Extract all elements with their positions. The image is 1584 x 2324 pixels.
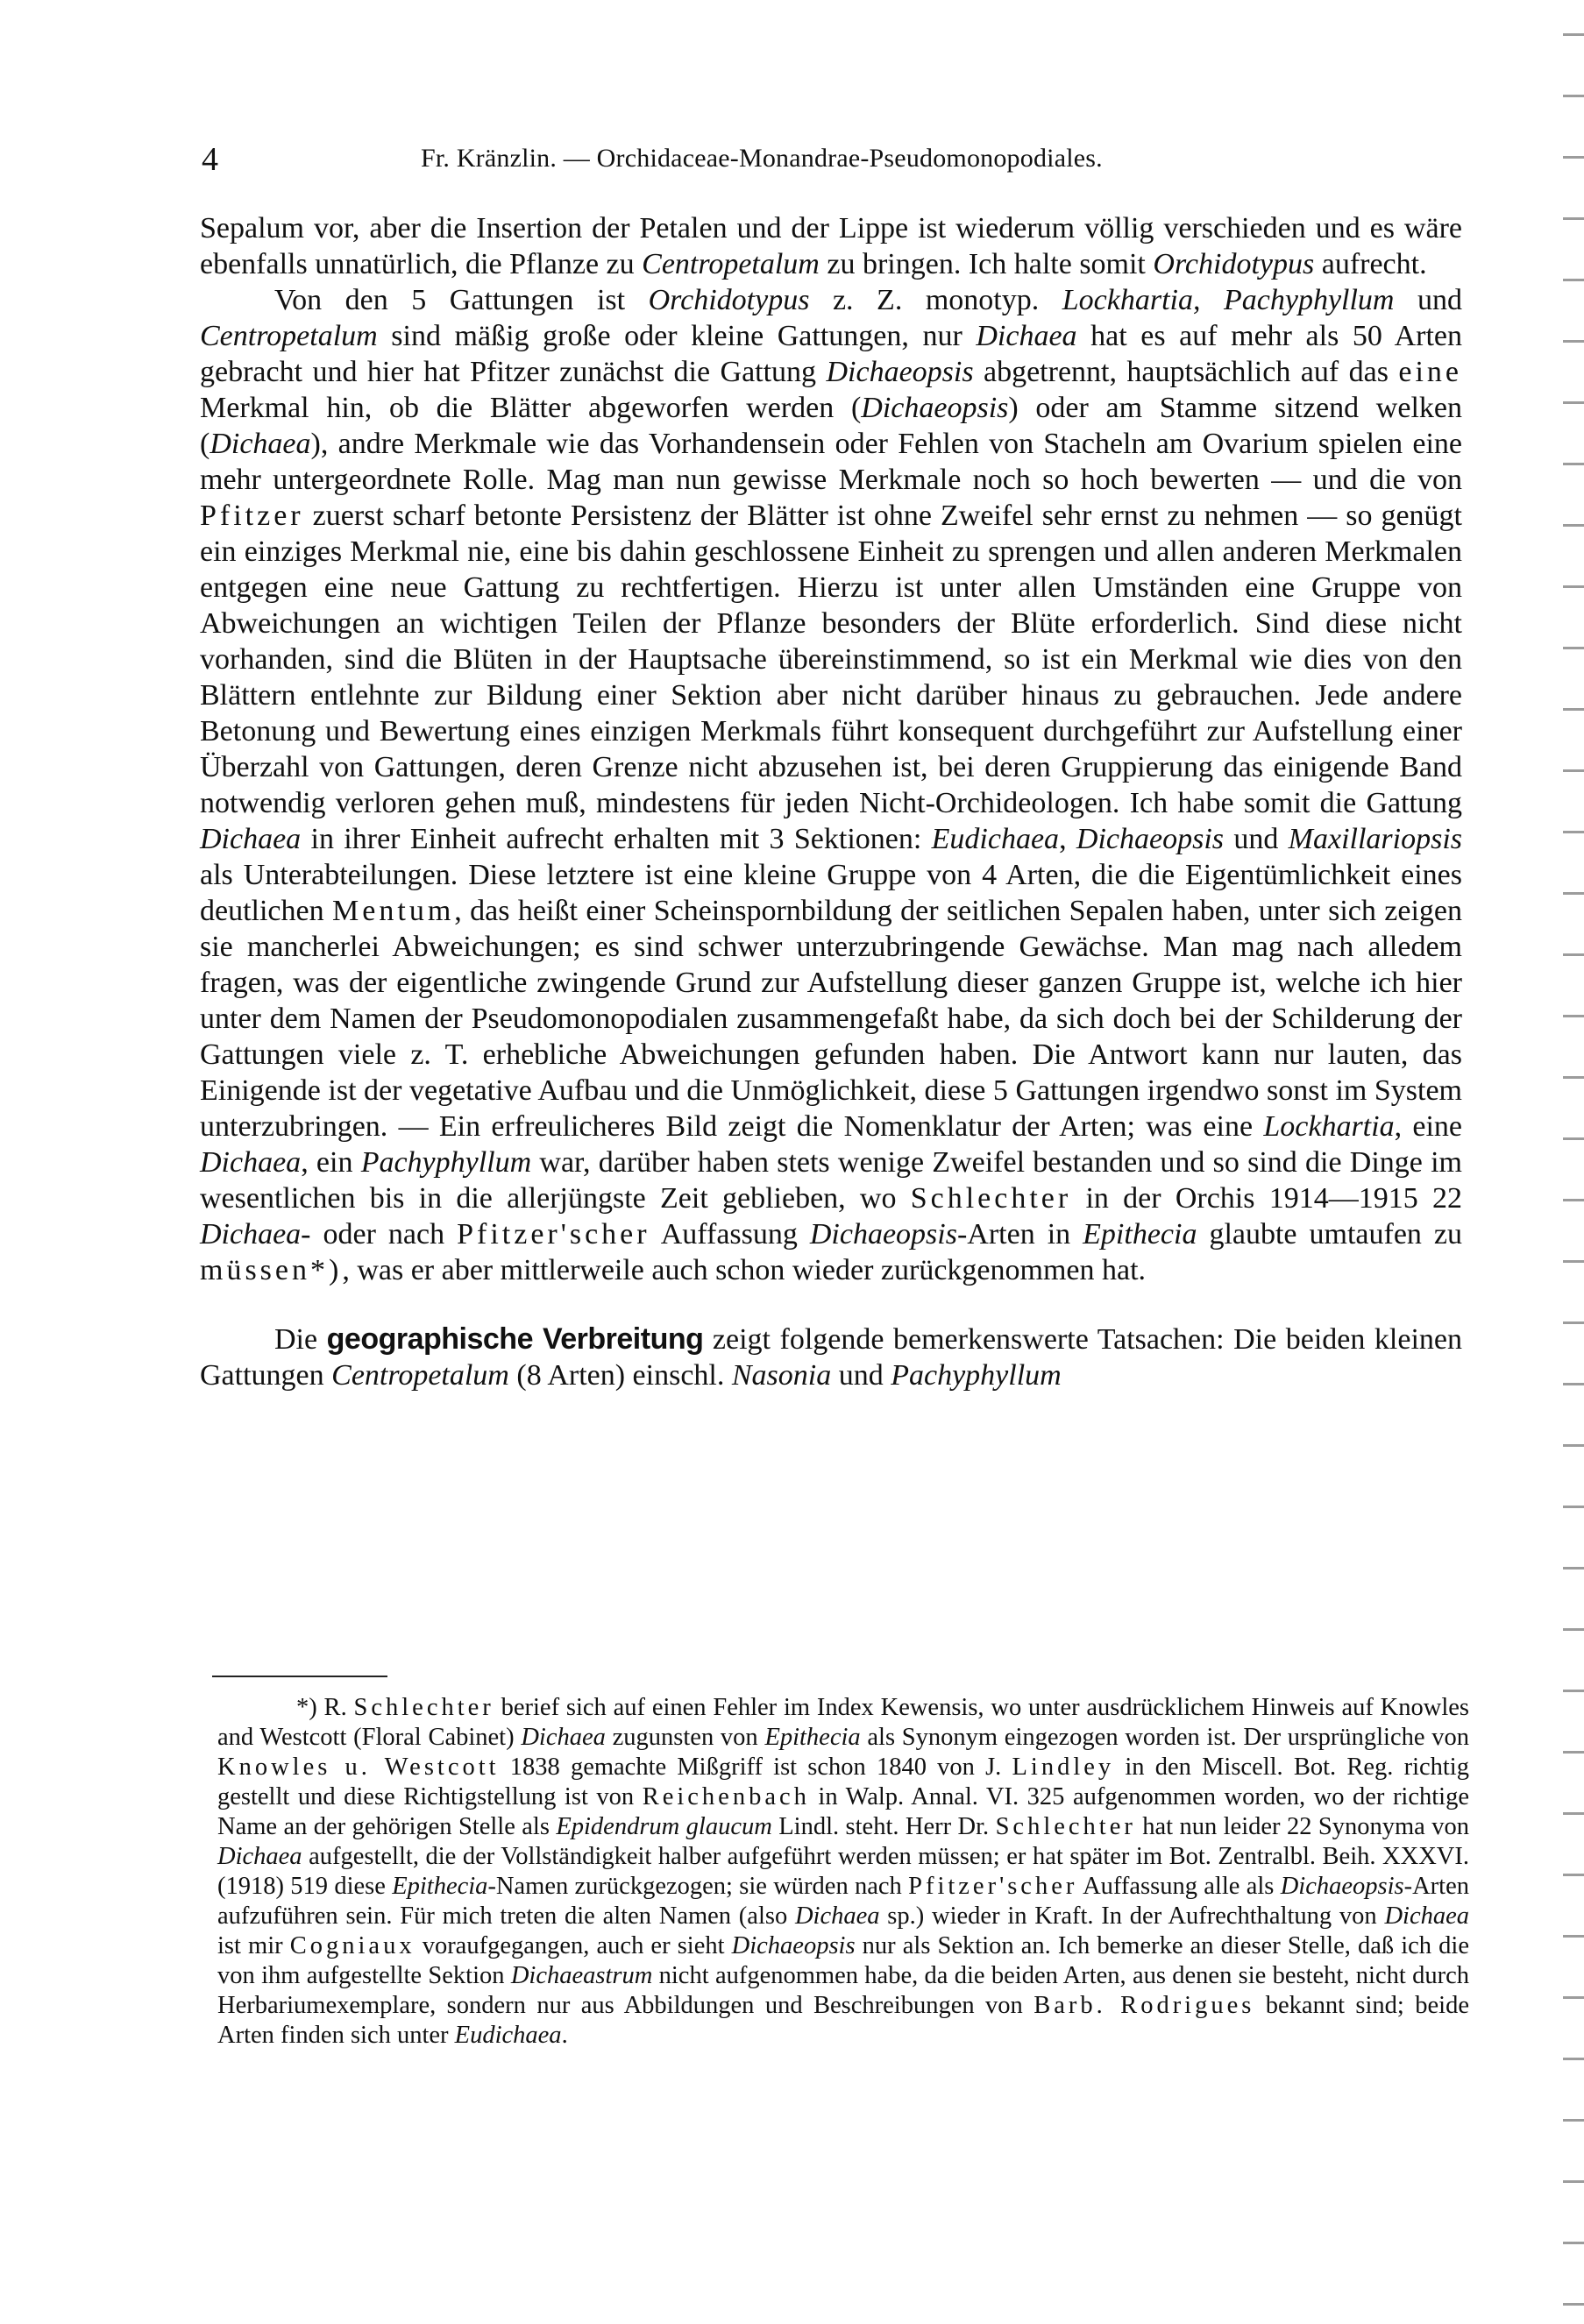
text-run: aufgestellt, die der Vollständigkeit halber aufgeführt werden müssen; er hat später im Bot. Zentralbl. Beih. XXXVI. (1918) 519 diese: [217, 1843, 1469, 1900]
italic-term: Maxillariopsis: [1288, 823, 1463, 855]
spaced-name: Schlechter: [353, 1694, 494, 1721]
text-run: hat es auf mehr als 50 Arten gebracht und hier hat Pfitzer zunächst die Gattung: [200, 320, 1463, 388]
italic-term: Dichaeopsis: [731, 1932, 856, 1959]
paragraph-genera: [200, 282, 1462, 1288]
text-run: .: [561, 2022, 568, 2049]
italic-term: Pachyphyllum: [891, 1359, 1062, 1392]
text-run: nicht aufgenommen habe, da die beiden Arten, aus denen sie besteht, nicht durch Herbariumexemplare, sondern nur aus Abbildungen und Beschreibungen von: [217, 1962, 1469, 2019]
text-run: (8 Arten) einschl.: [508, 1359, 732, 1392]
spaced-name: Pfitzer'scher: [908, 1873, 1078, 1900]
text-run: und: [831, 1359, 891, 1392]
italic-term: Epithecia: [392, 1873, 488, 1900]
italic-term: Dichaea: [210, 428, 311, 460]
text-run: -Arten in: [956, 1218, 1083, 1251]
spaced-name: Barb. Rodrigues: [1034, 1992, 1255, 2019]
text-run: glaubte umtaufen zu: [1197, 1218, 1463, 1251]
text-run: bekannt sind; beide Arten finden sich unter: [217, 1992, 1469, 2049]
text-run: , ein: [301, 1146, 361, 1179]
text-run: -Namen zurückgezogen; sie würden nach: [487, 1873, 909, 1900]
text-run: zuerst scharf betonte Persistenz der Blätter ist ohne Zweifel sehr ernst zu nehmen — so genügt ein einziges Merkmal nie, eine bis dahin geschlossene Einheit zu sprengen und allen anderen Merkmalen entgegen eine neue Gattung zu rechtfertigen. Hierzu ist unter allen Umständen eine Gruppe von Abweichungen an wichtigen Teilen der Pflanze besonders der Blüte erforderlich. Sind diese nicht vorhanden, sind die Blüten in der Hauptsache übereinstimmend, so ist ein Merkmal wie dies von den Blättern entlehnte zur Bildung einer Sektion aber nicht darüber hinaus zu gebrauchen. Jede andere Betonung und Bewertung eines einzigen Merkmals führt konsequent durchgeführt zur Aufstellung einer Überzahl von Gattungen, deren Grenze nicht abzusehen ist, bei deren Gruppierung das einigende Band notwendig verloren gehen muß, mindestens für jeden Nicht-Orchideologen. Ich habe somit die Gattung: [200, 500, 1462, 819]
text-run: hat nun leider 22 Synonyma von: [1135, 1813, 1469, 1840]
text-run: voraufgegangen, auch er sieht: [415, 1932, 732, 1959]
text-run: war, darüber haben stets wenige Zweifel bestanden und so sind die Dinge im wesentlichen bis in die allerjüngste Zeit geblieben, wo: [200, 1146, 1462, 1215]
italic-term: Eudichaea: [454, 2022, 562, 2049]
spaced-name: Cogniaux: [289, 1932, 416, 1959]
running-title: Fr. Kränzlin. — Orchidaceae-Monandrae-Pseudomonopodiales.: [421, 144, 1103, 173]
italic-term: Dichaeopsis: [826, 356, 974, 388]
italic-term: Lockhartia, Pachyphyllum: [1062, 284, 1395, 316]
text-run: , was er aber mittlerweile auch schon wieder zurückgenommen hat.: [342, 1254, 1147, 1286]
text-run: nur als Sektion an. Ich bemerke an dieser Stelle, daß ich die von ihm aufgestellte Sektion: [217, 1932, 1469, 1989]
text-run: aufrecht.: [1314, 248, 1427, 280]
spaced-name: Knowles u. Westcott: [217, 1754, 500, 1781]
spaced-name: eine: [1398, 356, 1462, 388]
italic-term: Epithecia: [1083, 1218, 1197, 1251]
scan-edge-marks: [1563, 0, 1584, 2324]
bold-heading-term: geographische Verbreitung: [326, 1322, 704, 1356]
text-run: in Walp. Annal. VI. 325 aufgenommen worden, wo der richtige Name an der gehörigen Stelle als: [217, 1783, 1469, 1840]
text-run: Die: [274, 1323, 327, 1356]
spaced-name: Schlechter: [910, 1182, 1072, 1215]
text-run: als Unterabteilungen. Diese letztere ist eine kleine Gruppe von 4 Arten, die die Eigentümlichkeit eines deutlichen: [200, 859, 1462, 927]
page-header: [202, 140, 1446, 179]
footnote-rule: [212, 1676, 387, 1677]
italic-term: Dichaea: [1384, 1902, 1469, 1930]
italic-term: Nasonia: [731, 1359, 832, 1392]
italic-term: Dichaea: [794, 1902, 880, 1930]
footnote: [217, 1693, 1469, 2051]
italic-term: Dichaeastrum: [510, 1962, 653, 1989]
text-run: abgetrennt, hauptsächlich auf das: [973, 356, 1399, 388]
text-run: in ihrer Einheit aufrecht erhalten mit 3 Sektionen:: [301, 823, 932, 855]
italic-term: Dichaea: [217, 1843, 302, 1870]
spaced-name: Lindley: [1012, 1754, 1115, 1781]
italic-term: Centropetalum: [331, 1359, 509, 1392]
text-run: und: [1224, 823, 1289, 855]
italic-term: Lockhartia: [1263, 1110, 1395, 1143]
text-run: ) oder am Stamme sitzend welken (: [200, 392, 1462, 460]
text-run: , eine: [1394, 1110, 1462, 1143]
italic-term: Orchidotypus: [1153, 248, 1315, 280]
text-run: sp.) wieder in Kraft. In der Aufrechthaltung von: [879, 1902, 1385, 1930]
text-run: ), andre Merkmale wie das Vorhandensein oder Fehlen von Stacheln am Ovarium spielen eine mehr untergeordnete Rolle. Mag man nun gewisse Merkmale noch so hoch bewerten — und die von: [200, 428, 1462, 496]
spaced-name: Reichenbach: [642, 1783, 810, 1810]
spaced-name: müssen*): [200, 1254, 343, 1286]
spaced-name: Mentum: [332, 895, 455, 927]
italic-term: Dichaea: [200, 823, 302, 855]
text-run: zeigt folgende bemerkenswerte Tatsachen: Die beiden kleinen Gattungen: [200, 1323, 1462, 1392]
text-run: 1838 gemachte Mißgriff ist schon 1840 von J.: [499, 1754, 1012, 1781]
text-run: und: [1394, 284, 1462, 316]
italic-term: Epidendrum glaucum: [556, 1813, 772, 1840]
italic-term: Orchidotypus: [648, 284, 810, 316]
italic-term: Dichaeopsis: [1280, 1873, 1404, 1900]
text-run: Von den 5 Gattungen ist: [274, 284, 649, 316]
text-run: Sepalum vor, aber die Insertion der Petalen und der Lippe ist wiederum völlig verschieden und es wäre ebenfalls unnatürlich, die Pflanze zu: [200, 212, 1462, 280]
footnote-text: [217, 1693, 1469, 2051]
text-run: in der Orchis 1914—1915 22: [1071, 1182, 1462, 1215]
paragraph-continued: [200, 210, 1462, 282]
text-run: *) R.: [296, 1694, 354, 1721]
text-run: oder nach: [310, 1218, 458, 1251]
text-run: Auffassung alle als: [1077, 1873, 1281, 1900]
italic-term: Dichaeopsis: [809, 1218, 957, 1251]
paragraph-geography: [200, 1321, 1462, 1393]
italic-term: Epithecia: [764, 1724, 861, 1751]
text-run: -Arten aufzuführen sein. Für mich treten die alten Namen (also: [217, 1873, 1469, 1930]
italic-term: Dichaeopsis: [861, 392, 1009, 424]
text-run: Auffassung: [650, 1218, 810, 1251]
text-run: Lindl. steht. Herr Dr.: [771, 1813, 996, 1840]
italic-term: Dichaeopsis: [1076, 823, 1224, 855]
main-text: [200, 210, 1462, 1393]
text-run: ist mir: [217, 1932, 290, 1959]
text-run: in den Miscell. Bot. Reg. richtig gestellt und diese Richtigstellung ist von: [217, 1754, 1469, 1810]
italic-term: Eudichaea: [931, 823, 1060, 855]
spaced-name: Pfitzer: [200, 500, 304, 532]
text-run: z. Z. monotyp.: [809, 284, 1062, 316]
italic-term: Centropetalum: [642, 248, 820, 280]
italic-term: Dichaea: [200, 1146, 302, 1179]
italic-term: Dichaea: [521, 1724, 606, 1751]
italic-term: Dichaea-: [200, 1218, 311, 1251]
text-run: als Synonym eingezogen worden ist. Der ursprüngliche von: [860, 1724, 1469, 1751]
italic-term: Dichaea: [976, 320, 1077, 352]
text-run: ,: [1059, 823, 1076, 855]
text-run: zu bringen. Ich halte somit: [819, 248, 1154, 280]
italic-term: Centropetalum: [200, 320, 378, 352]
spaced-name: Schlechter: [995, 1813, 1136, 1840]
text-run: berief sich auf einen Fehler im Index Kewensis, wo unter ausdrücklichem Hinweis auf Knowles and Westcott (Floral Cabinet): [217, 1694, 1469, 1751]
page-number: 4: [202, 141, 218, 178]
text-run: Merkmal hin, ob die Blätter abgeworfen werden (: [200, 392, 862, 424]
text-run: zugunsten von: [605, 1724, 765, 1751]
spaced-name: Pfitzer'scher: [457, 1218, 650, 1251]
italic-term: Pachyphyllum: [360, 1146, 532, 1179]
text-run: sind mäßig große oder kleine Gattungen, nur: [377, 320, 977, 352]
text-run: , das heißt einer Scheinspornbildung der seitlichen Sepalen haben, unter sich zeigen sie mancherlei Abweichungen; es sind schwer unterzubringende Gewächse. Man mag nach alledem fragen, was der eigentliche zwingende Grund zur Aufstellung dieser ganzen Gruppe ist, welche ich hier unter dem Namen der Pseudomonopodialen zusammengefaßt habe, da sich doch bei der Schilderung der Gattungen viele z. T. erhebliche Abweichungen gefunden haben. Die Antwort kann nur lauten, das Einigende ist der vegetative Aufbau und die Unmöglichkeit, diese 5 Gattungen irgendwo sonst im System unterzubringen. — Ein erfreulicheres Bild zeigt die Nomenklatur der Arten; was eine: [200, 895, 1462, 1143]
